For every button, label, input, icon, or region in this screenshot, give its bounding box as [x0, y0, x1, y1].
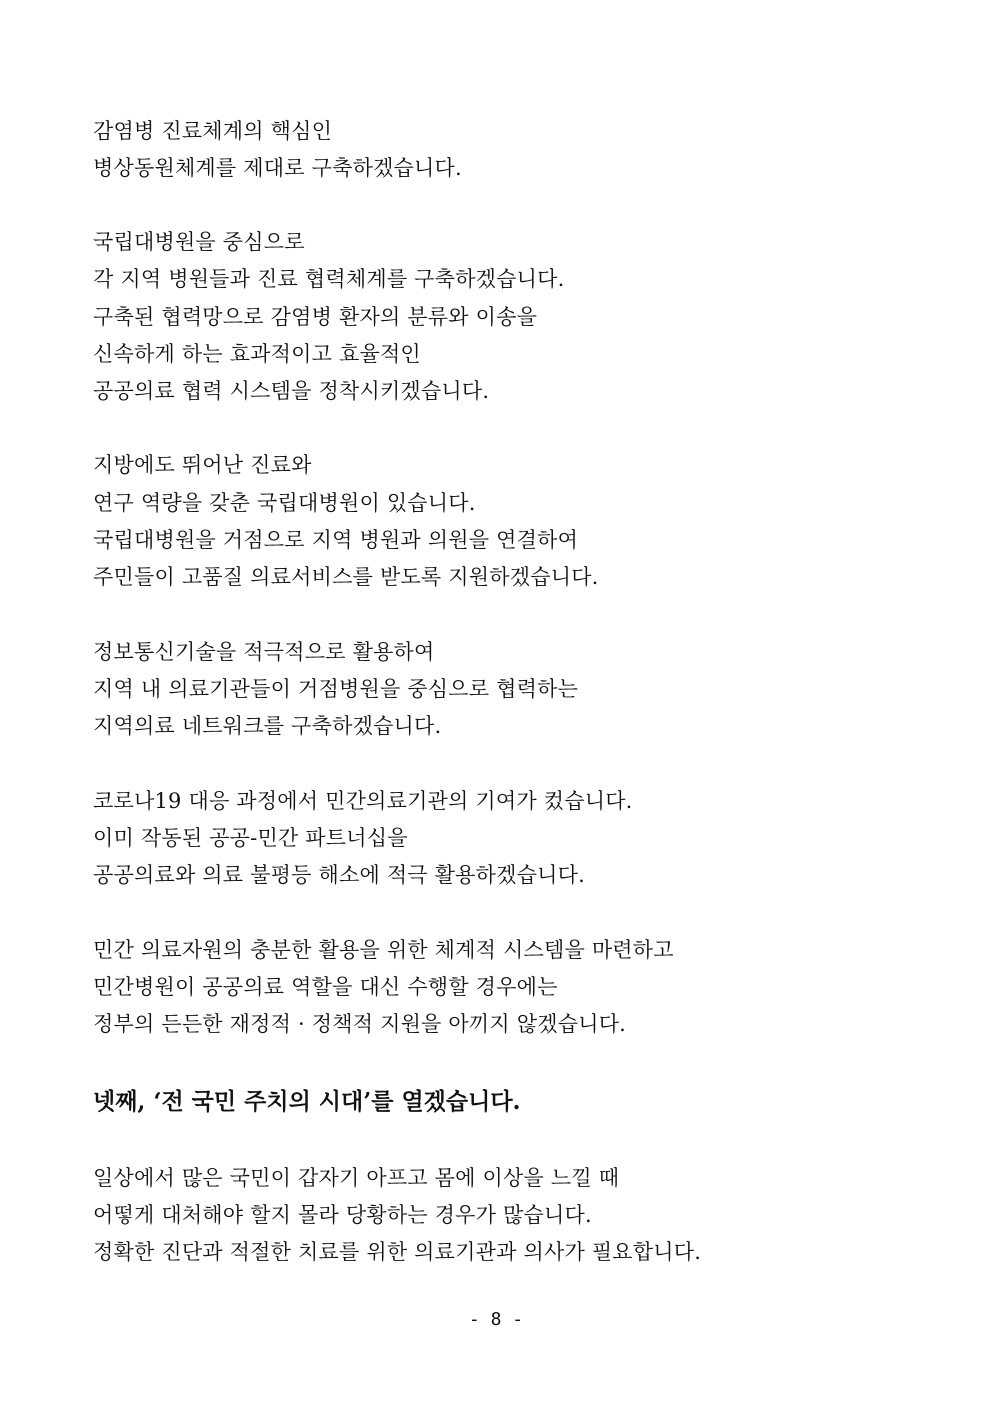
text-line: 일상에서 많은 국민이 갑자기 아프고 몸에 이상을 느낄 때	[93, 1166, 620, 1190]
text-line: 지역의료 네트워크를 구축하겠습니다.	[93, 714, 442, 738]
section-heading: 넷째, ‘전 국민 주치의 시대’를 열겠습니다.	[93, 1088, 521, 1115]
text-line: 지역 내 의료기관들이 거점병원을 중심으로 협력하는	[93, 677, 579, 701]
text-line: 지방에도 뛰어난 진료와	[93, 453, 312, 477]
text-line: 감염병 진료체계의 핵심인	[93, 119, 333, 143]
text-line: 공공의료 협력 시스템을 정착시키겠습니다.	[93, 379, 490, 403]
text-line: 정부의 든든한 재정적 · 정책적 지원을 아끼지 않겠습니다.	[93, 1012, 627, 1036]
text-line: 신속하게 하는 효과적이고 효율적인	[93, 342, 421, 366]
text-line: 구축된 협력망으로 감염병 환자의 분류와 이송을	[93, 305, 538, 329]
text-line: 코로나19 대응 과정에서 민간의료기관의 기여가 컸습니다.	[93, 789, 633, 813]
text-line: 공공의료와 의료 불평등 해소에 적극 활용하겠습니다.	[93, 863, 585, 887]
text-line: 병상동원체계를 제대로 구축하겠습니다.	[93, 156, 462, 180]
text-line: 이미 작동된 공공-민간 파트너십을	[93, 826, 408, 850]
text-line: 정보통신기술을 적극적으로 활용하여	[93, 640, 435, 664]
page-number: - 8 -	[468, 1309, 524, 1330]
text-line: 주민들이 고품질 의료서비스를 받도록 지원하겠습니다.	[93, 565, 599, 589]
text-line: 어떻게 대처해야 할지 몰라 당황하는 경우가 많습니다.	[93, 1203, 592, 1227]
text-line: 연구 역량을 갖춘 국립대병원이 있습니다.	[93, 491, 476, 515]
text-line: 국립대병원을 거점으로 지역 병원과 의원을 연결하여	[93, 528, 579, 552]
text-line: 국립대병원을 중심으로	[93, 230, 305, 254]
text-line: 민간병원이 공공의료 역할을 대신 수행할 경우에는	[93, 975, 558, 999]
text-line: 정확한 진단과 적절한 치료를 위한 의료기관과 의사가 필요합니다.	[93, 1240, 702, 1264]
text-line: 각 지역 병원들과 진료 협력체계를 구축하겠습니다.	[93, 267, 565, 291]
text-line: 민간 의료자원의 충분한 활용을 위한 체계적 시스템을 마련하고	[93, 938, 674, 962]
